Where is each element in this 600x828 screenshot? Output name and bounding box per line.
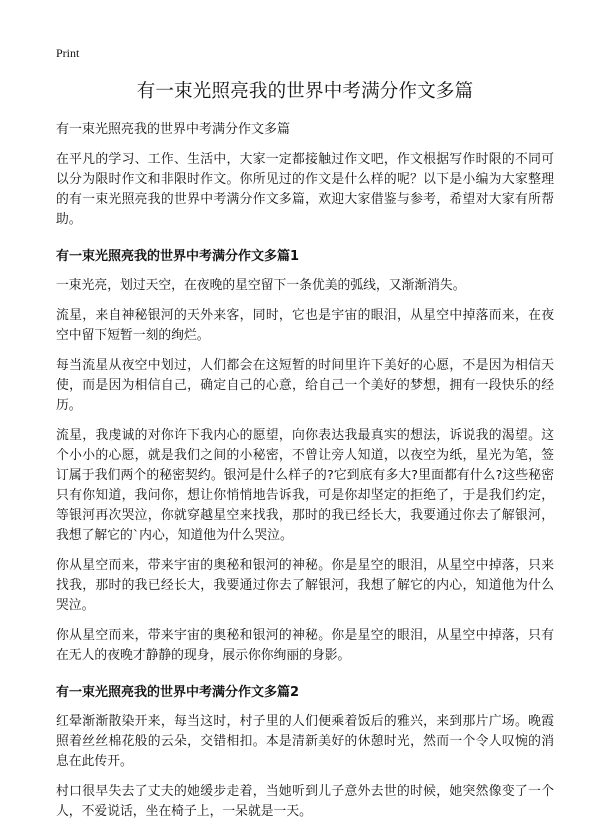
section-1-paragraph-3: 每当流星从夜空中划过，人们都会在这短暂的时间里许下美好的心愿，不是因为相信天使，而是因为相信自己，确定自己的心意，给自己一个美好的梦想，拥有一段快乐的经历。 — [56, 358, 554, 413]
document-title: 有一束光照亮我的世界中考满分作文多篇 — [136, 81, 474, 102]
document-subtitle: 有一束光照亮我的世界中考满分作文多篇 — [56, 122, 291, 137]
section-2-paragraph-1: 红晕渐渐散染开来，每当这时，村子里的人们便乘着饭后的雅兴，来到那片广场。晚霞照着丝丝棉花般的云朵，交错相扣。本是清新美好的休憩时光，然而一个令人叹惋的消息在此传开。 — [56, 714, 554, 769]
print-link[interactable]: Print — [56, 46, 80, 60]
section-heading-1: 有一束光照亮我的世界中考满分作文多篇1 — [56, 249, 300, 264]
section-1-paragraph-1: 一束光亮，划过天空，在夜晚的星空留下一条优美的弧线，又渐渐消失。 — [56, 278, 466, 293]
section-2-paragraph-2: 村口很早失去了丈夫的她缓步走着，当她听到儿子意外去世的时候，她突然像变了一个人，不爱说话，坐在椅子上，一呆就是一天。 — [56, 784, 554, 819]
section-1-paragraph-5: 你从星空而来，带来宇宙的奥秘和银河的神秘。你是星空的眼泪，从星空中掉落，只来找我，那时的我已经长大，我要通过你去了解银河，我想了解它的内心，知道他为什么哭泣。 — [56, 558, 554, 613]
section-1-paragraph-2: 流星，来自神秘银河的天外来客，同时，它也是宇宙的眼泪，从星空中掉落而来，在夜空中留下短暂一刻的绚烂。 — [56, 308, 554, 343]
section-heading-2: 有一束光照亮我的世界中考满分作文多篇2 — [56, 685, 300, 700]
section-1-paragraph-4: 流星，我虔诚的对你许下我内心的愿望，向你表达我最真实的想法，诉说我的渴望。这个小小的心愿，就是我们之间的小秘密，不曾让旁人知道，以夜空为纸，星光为笔，签订属于我们两个的秘密契约。银河是什么样子的?它到底有多大?里面都有什么?这些秘密只有你知道，我问你，想让你悄悄地告诉我，可是你却坚定的拒绝了，于是我们约定，等银河再次哭泣，你就穿越星空来找我，那时的我已经长大，我要通过你去了解银河，我想了解它的`内心，知道他为什么哭泣。 — [56, 428, 554, 543]
intro-paragraph: 在平凡的学习、工作、生活中，大家一定都接触过作文吧，作文根据写作时限的不同可以分为限时作文和非限时作文。你所见过的作文是什么样的呢？以下是小编为大家整理的有一束光照亮我的世界中考满分作文多篇，欢迎大家借鉴与参考，希望对大家有所帮助。 — [56, 152, 554, 227]
section-1-paragraph-6: 你从星空而来，带来宇宙的奥秘和银河的神秘。你是星空的眼泪，从星空中掉落，只有在无人的夜晚才静静的现身，展示你你绚丽的身影。 — [56, 628, 554, 663]
